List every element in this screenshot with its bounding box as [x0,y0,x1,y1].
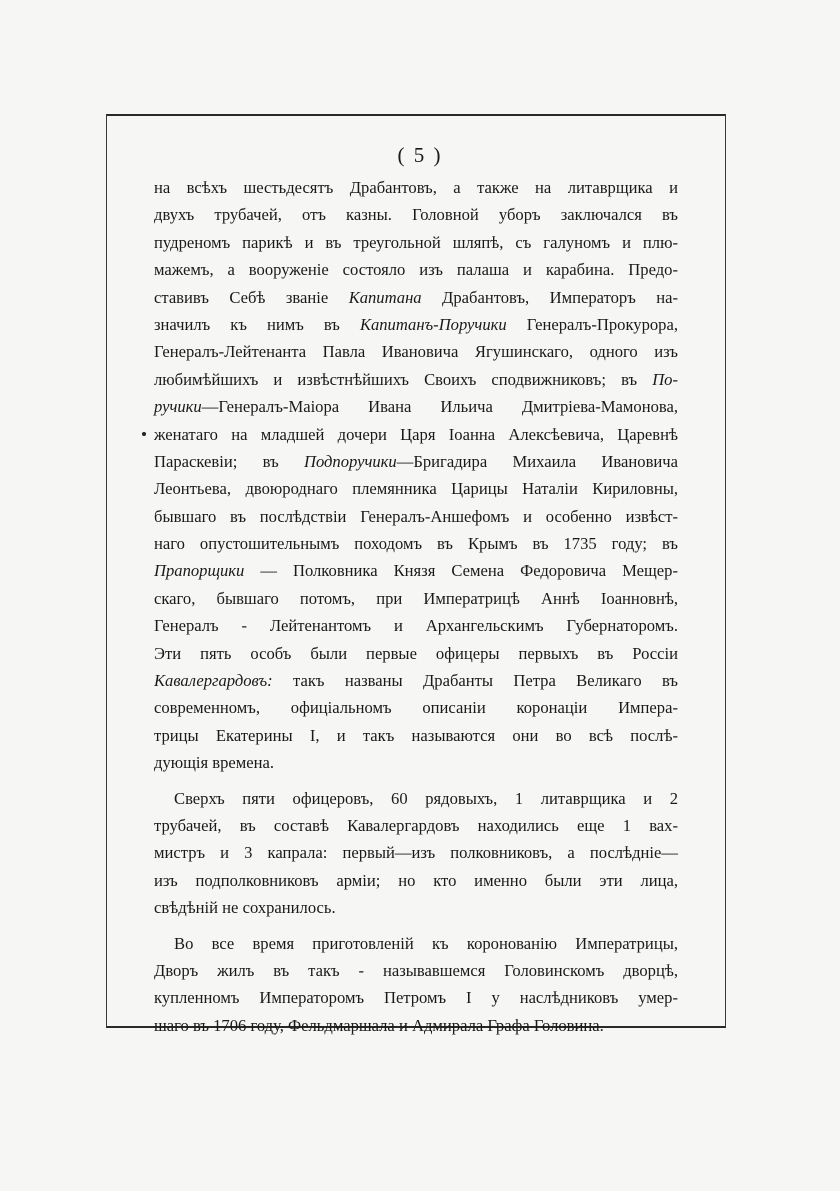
text-line [154,393,678,420]
text-line [154,201,678,228]
text-line [154,694,678,721]
text-run: трицы Екатерины I, и такъ называются они во всѣ послѣ- [154,725,678,745]
text-run: шаго въ 1706 году, Фельдмаршала и Адмирала Графа Головина. [154,1015,604,1035]
text-line [154,174,678,201]
text-run: современномъ, офиціальномъ описаніи коронаціи Импера- [154,698,678,718]
italic-run: Подпоручики [303,451,397,471]
text-run: —Генералъ-Маіора Ивана Ильича Дмитріева-Мамонова, [201,397,678,417]
text-line [154,256,678,283]
italic-run: Капитана [348,287,422,307]
text-line [154,530,678,557]
italic-run: Капитанъ-Поручики [359,314,507,334]
text-line [154,475,678,502]
text-run: дующія времена. [154,753,275,773]
text-line [154,448,678,475]
text-run: Дворъ жилъ въ такъ - называвшемся Головинскомъ дворцѣ, [154,960,678,980]
text-run: ставивъ Себѣ званіе [154,287,349,307]
text-run: Сверхъ пяти офицеровъ, 60 рядовыхъ, 1 литаврщика и 2 [174,788,678,808]
italic-run: Прапорщики [154,561,245,581]
text-line [154,1012,678,1039]
text-line [154,557,678,584]
text-run: трубачей, въ составѣ Кавалергардовъ находились еще 1 вах- [154,815,678,835]
text-run: мажемъ, а вооруженіе состояло изъ палаша и карабина. Предо- [154,260,678,280]
text-run: двухъ трубачей, отъ казны. Головной уборъ заключался въ [154,205,678,225]
text-line [154,640,678,667]
text-run: такъ названы Драбанты Петра Великаго въ [272,671,678,691]
text-run: Параскевіи; въ [154,451,304,471]
text-line [154,585,678,612]
text-run: Генералъ - Лейтенантомъ и Архангельскимъ Губернаторомъ. [154,616,678,636]
text-line [154,338,678,365]
text-line [154,957,678,984]
paragraph [154,785,678,922]
text-line [154,839,678,866]
text-run: Леонтьева, двоюроднаго племянника Царицы Наталіи Кириловны, [154,479,678,499]
text-line [154,812,678,839]
text-body [154,174,678,1039]
text-run: на всѣхъ шестьдесятъ Драбантовъ, а также на литаврщика и [154,178,678,197]
text-run: Генералъ-Лейтенанта Павла Ивановича Ягушинскаго, одного изъ [154,342,678,362]
text-line [154,785,678,812]
text-run: бывшаго въ послѣдствіи Генералъ-Аншефомъ и особенно извѣст- [154,506,678,526]
text-line [154,229,678,256]
text-line [154,984,678,1011]
text-line [154,722,678,749]
text-line [154,366,678,393]
text-run: изъ подполковниковъ арміи; но кто именно были эти лица, [154,870,678,890]
italic-run: ручики [154,397,202,417]
text-line [154,421,678,448]
text-run: значилъ къ нимъ въ [154,314,360,334]
paragraph [154,930,678,1040]
italic-run: По- [652,369,678,389]
text-line [154,749,678,776]
paragraph [154,174,678,777]
text-run: скаго, бывшаго потомъ, при Императрицѣ Аннѣ Іоанновнѣ, [154,588,678,608]
text-line [154,311,678,338]
text-run: купленномъ Императоромъ Петромъ I у наслѣдниковъ умер- [154,988,678,1008]
text-run: свѣдѣній не сохранилось. [154,898,336,918]
text-run: любимѣйшихъ и извѣстнѣйшихъ Своихъ сподвижниковъ; въ [154,369,653,389]
text-line [154,612,678,639]
text-line [154,284,678,311]
text-run: —Бригадира Михаила Ивановича [396,451,678,471]
text-line [154,930,678,957]
margin-mark [142,432,146,436]
text-run: наго опустошительнымъ походомъ въ Крымъ въ 1735 году; въ [154,534,678,554]
text-run: — Полковника Князя Семена Федоровича Мещер- [244,561,678,581]
text-line [154,503,678,530]
text-run: мистръ и 3 капрала: первый—изъ полковниковъ, а послѣдніе— [154,843,678,863]
italic-run: Кавалергардовъ: [154,671,273,691]
text-run: Генералъ-Прокурора, [506,314,678,334]
text-run: Эти пять особъ были первые офицеры первыхъ въ Россіи [154,643,678,663]
text-line [154,667,678,694]
text-run: Драбантовъ, Императоръ на- [421,287,678,307]
text-line [154,867,678,894]
text-run: Во все время приготовленій къ коронованію Императрицы, [174,933,678,953]
text-line [154,894,678,921]
text-run: пудреномъ парикѣ и въ треугольной шляпѣ, съ галуномъ и плю- [154,232,678,252]
text-run: женатаго на младшей дочери Царя Іоанна Алексѣевича, Царевнѣ [154,424,678,444]
page-number: ( 5 ) [397,143,443,167]
